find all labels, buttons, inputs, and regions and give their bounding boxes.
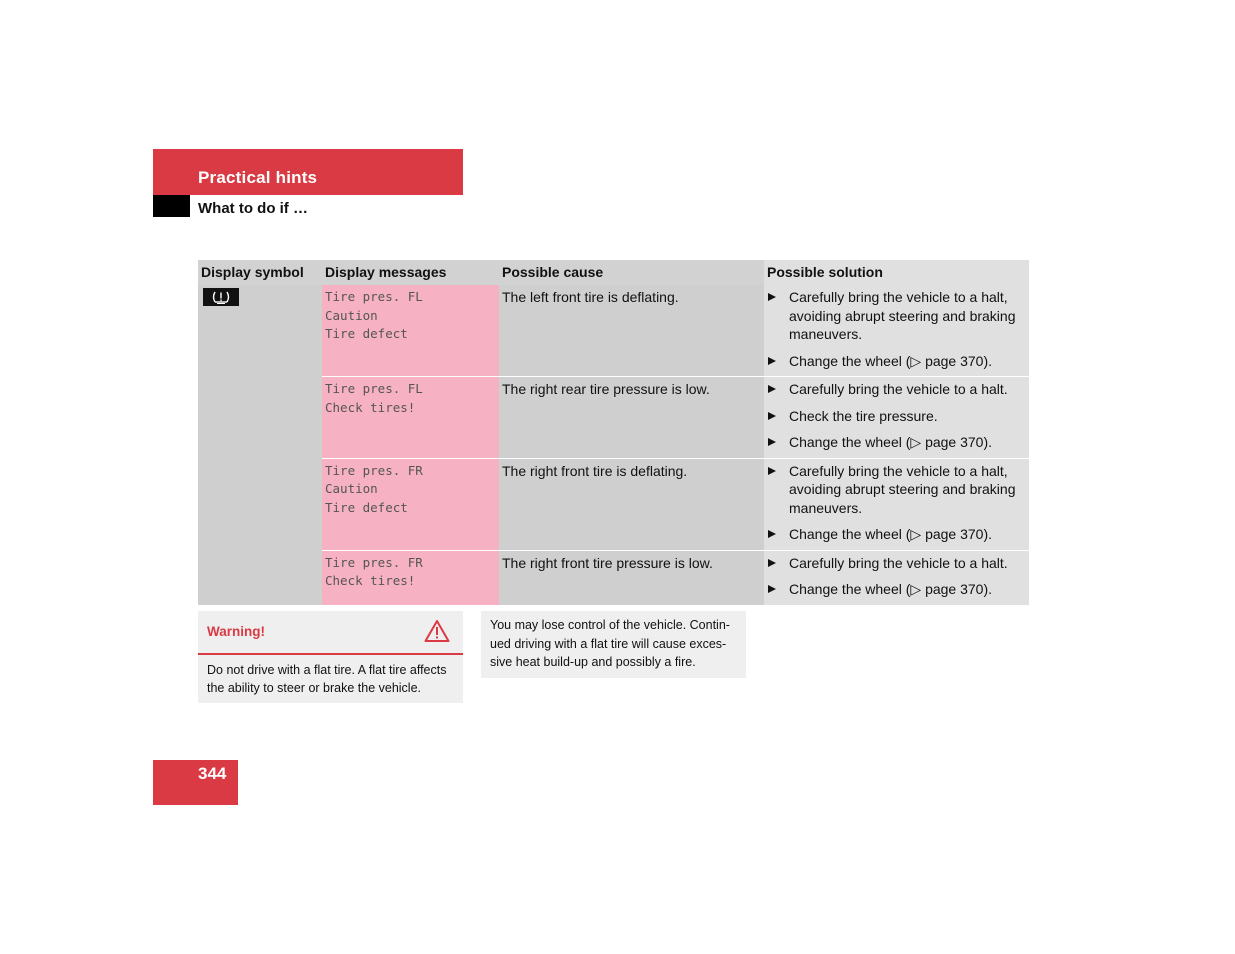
section-title: What to do if … <box>198 200 308 217</box>
solution-item: Change the wheel (▷ page 370). <box>767 352 1026 371</box>
possible-solution-cell <box>764 458 1029 550</box>
warning-text: Do not drive with a flat tire. A flat tire affects the ability to steer or brake the vehicle. <box>207 663 447 695</box>
warning-continued-text: You may lose control of the vehicle. Contin-ued driving with a flat tire will cause exces-sive heat build-up and possibly a fire. <box>490 618 730 669</box>
chapter-title: Practical hints <box>198 168 318 187</box>
display-message-cell: Tire pres. FR Check tires! <box>322 550 499 605</box>
possible-cause-cell: The left front tire is deflating. <box>499 285 764 377</box>
table-row <box>198 458 1029 550</box>
possible-solution-cell <box>764 285 1029 377</box>
possible-solution-cell <box>764 550 1029 605</box>
solution-item: Change the wheel (▷ page 370). <box>767 433 1026 452</box>
display-message-cell: Tire pres. FL Check tires! <box>322 377 499 459</box>
display-message-cell: Tire pres. FL Caution Tire defect <box>322 285 499 377</box>
bullet-arrow-icon <box>768 412 776 420</box>
possible-cause-cell: The right front tire is deflating. <box>499 458 764 550</box>
table-row <box>198 285 1029 377</box>
display-message-cell: Tire pres. FR Caution Tire defect <box>322 458 499 550</box>
bullet-arrow-icon <box>768 559 776 567</box>
solution-item: Check the tire pressure. <box>767 407 1026 426</box>
display-symbol-cell <box>198 285 322 605</box>
bullet-arrow-icon <box>768 585 776 593</box>
solution-item: Change the wheel (▷ page 370). <box>767 525 1026 544</box>
bullet-arrow-icon <box>768 385 776 393</box>
solution-item: Carefully bring the vehicle to a halt. <box>767 380 1026 399</box>
column-header-possible-solution: Possible solution <box>764 260 1029 285</box>
possible-cause-cell: The right front tire pressure is low. <box>499 550 764 605</box>
bullet-arrow-icon <box>768 467 776 475</box>
warning-triangle-icon <box>424 619 450 648</box>
table-row <box>198 377 1029 459</box>
table-row <box>198 550 1029 605</box>
warning-title: Warning! <box>207 624 265 639</box>
solution-item: Carefully bring the vehicle to a halt, avoiding abrupt steering and braking maneuvers. <box>767 462 1026 518</box>
warning-continued-box <box>481 611 746 678</box>
bullet-arrow-icon <box>768 438 776 446</box>
warning-box <box>198 611 463 703</box>
table-header-row <box>198 260 1029 285</box>
tire-pressure-warning-icon <box>203 288 239 306</box>
column-header-display-symbol: Display symbol <box>198 260 322 285</box>
solution-item: Carefully bring the vehicle to a halt. <box>767 554 1026 573</box>
bullet-arrow-icon <box>768 357 776 365</box>
possible-solution-cell <box>764 377 1029 459</box>
warning-header <box>198 611 463 655</box>
bullet-arrow-icon <box>768 530 776 538</box>
column-header-display-messages: Display messages <box>322 260 499 285</box>
solution-item: Carefully bring the vehicle to a halt, avoiding abrupt steering and braking maneuvers. <box>767 288 1026 344</box>
page-number: 344 <box>198 764 227 783</box>
solution-item: Change the wheel (▷ page 370). <box>767 580 1026 599</box>
bullet-arrow-icon <box>768 293 776 301</box>
section-marker <box>153 195 190 217</box>
possible-cause-cell: The right rear tire pressure is low. <box>499 377 764 459</box>
display-messages-table <box>198 260 1029 605</box>
column-header-possible-cause: Possible cause <box>499 260 764 285</box>
